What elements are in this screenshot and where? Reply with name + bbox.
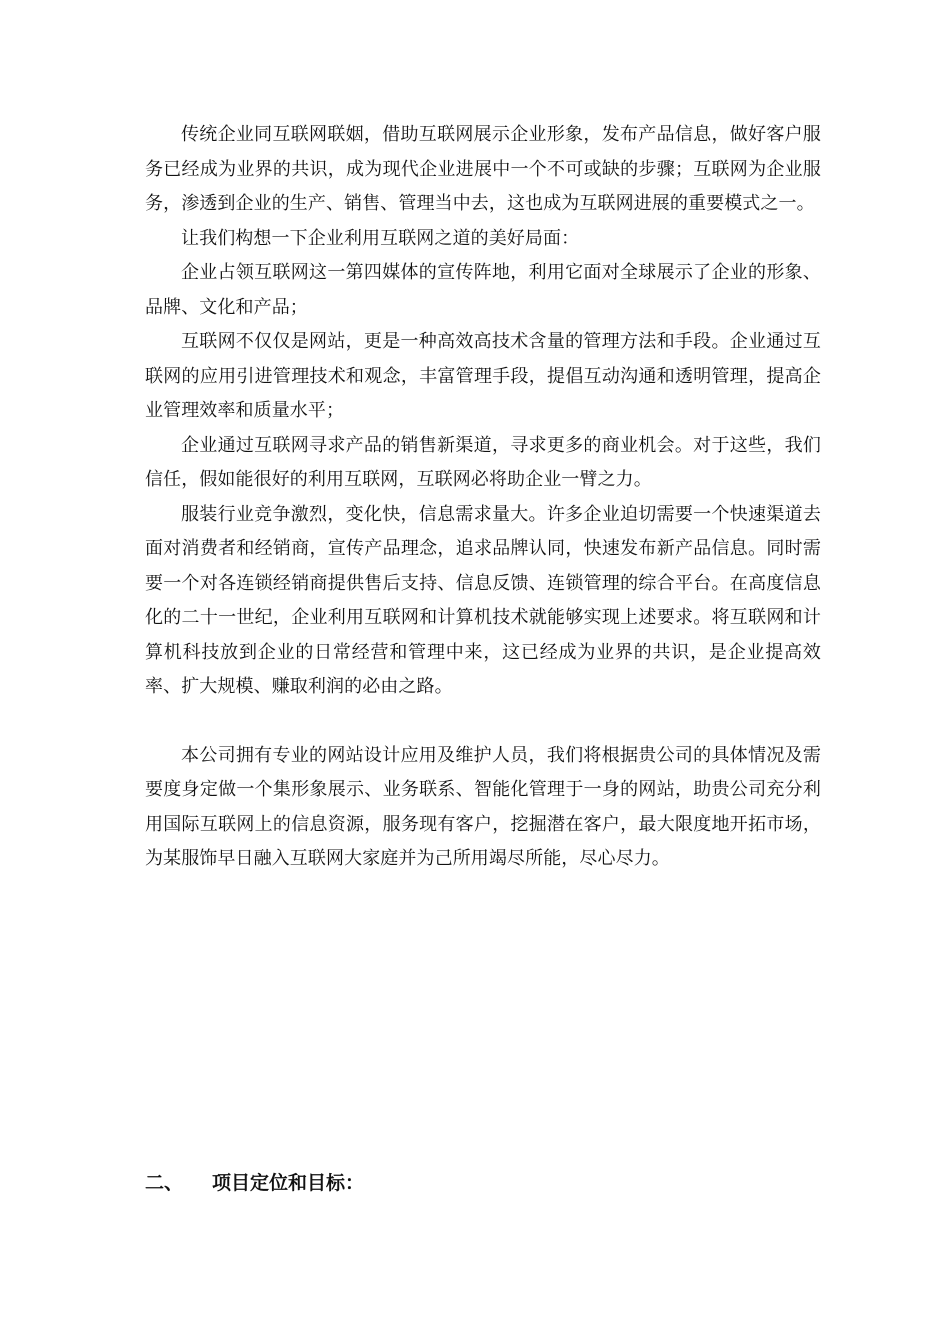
paragraph-company-offer: 本公司拥有专业的网站设计应用及维护人员，我们将根据贵公司的具体情况及需要度身定做一个集形象展示、业务联系、智能化管理于一身的网站，助贵公司充分利用国际互联网上的信息资源，服务现有客户，挖掘潜在客户，最大限度地开拓市场，为某服饰早日融入互联网大家庭并为己所用竭尽所能，尽心尽力。 (145, 744, 821, 869)
paragraph-sales-channel: 企业通过互联网寻求产品的销售新渠道，寻求更多的商业机会。对于这些，我们信任，假如能很好的利用互联网，互联网必将助企业一臂之力。 (145, 434, 821, 490)
paragraph-spacer (145, 705, 821, 739)
section-title: 项目定位和目标： (212, 1172, 365, 1194)
document-body (145, 118, 821, 877)
section-number: 二、 (145, 1172, 184, 1194)
section-heading (145, 1166, 821, 1200)
paragraph-media: 企业占领互联网这一第四媒体的宣传阵地，利用它面对全球展示了企业的形象、品牌、文化和产品； (145, 262, 821, 318)
paragraph-management: 互联网不仅仅是网站，更是一种高效高技术含量的管理方法和手段。企业通过互联网的应用引进管理技术和观念，丰富管理手段，提倡互动沟通和透明管理，提高企业管理效率和质量水平； (145, 331, 821, 421)
paragraph-imagine: 让我们构想一下企业利用互联网之道的美好局面： (181, 227, 580, 249)
paragraph-apparel-industry: 服装行业竞争激烈，变化快，信息需求量大。许多企业迫切需要一个快速渠道去面对消费者和经销商，宣传产品理念，追求品牌认同，快速发布新产品信息。同时需要一个对各连锁经销商提供售后支持、信息反馈、连锁管理的综合平台。在高度信息化的二十一世纪，企业利用互联网和计算机技术就能够实现上述要求。将互联网和计算机科技放到企业的日常经营和管理中来，这已经成为业界的共识，是企业提高效率、扩大规模、赚取利润的必由之路。 (145, 503, 821, 697)
paragraph-intro: 传统企业同互联网联姻，借助互联网展示企业形象，发布产品信息，做好客户服务已经成为业界的共识，成为现代企业进展中一个不可或缺的步骤；互联网为企业服务，渗透到企业的生产、销售、管理当中去，这也成为互联网进展的重要模式之一。 (145, 124, 821, 214)
